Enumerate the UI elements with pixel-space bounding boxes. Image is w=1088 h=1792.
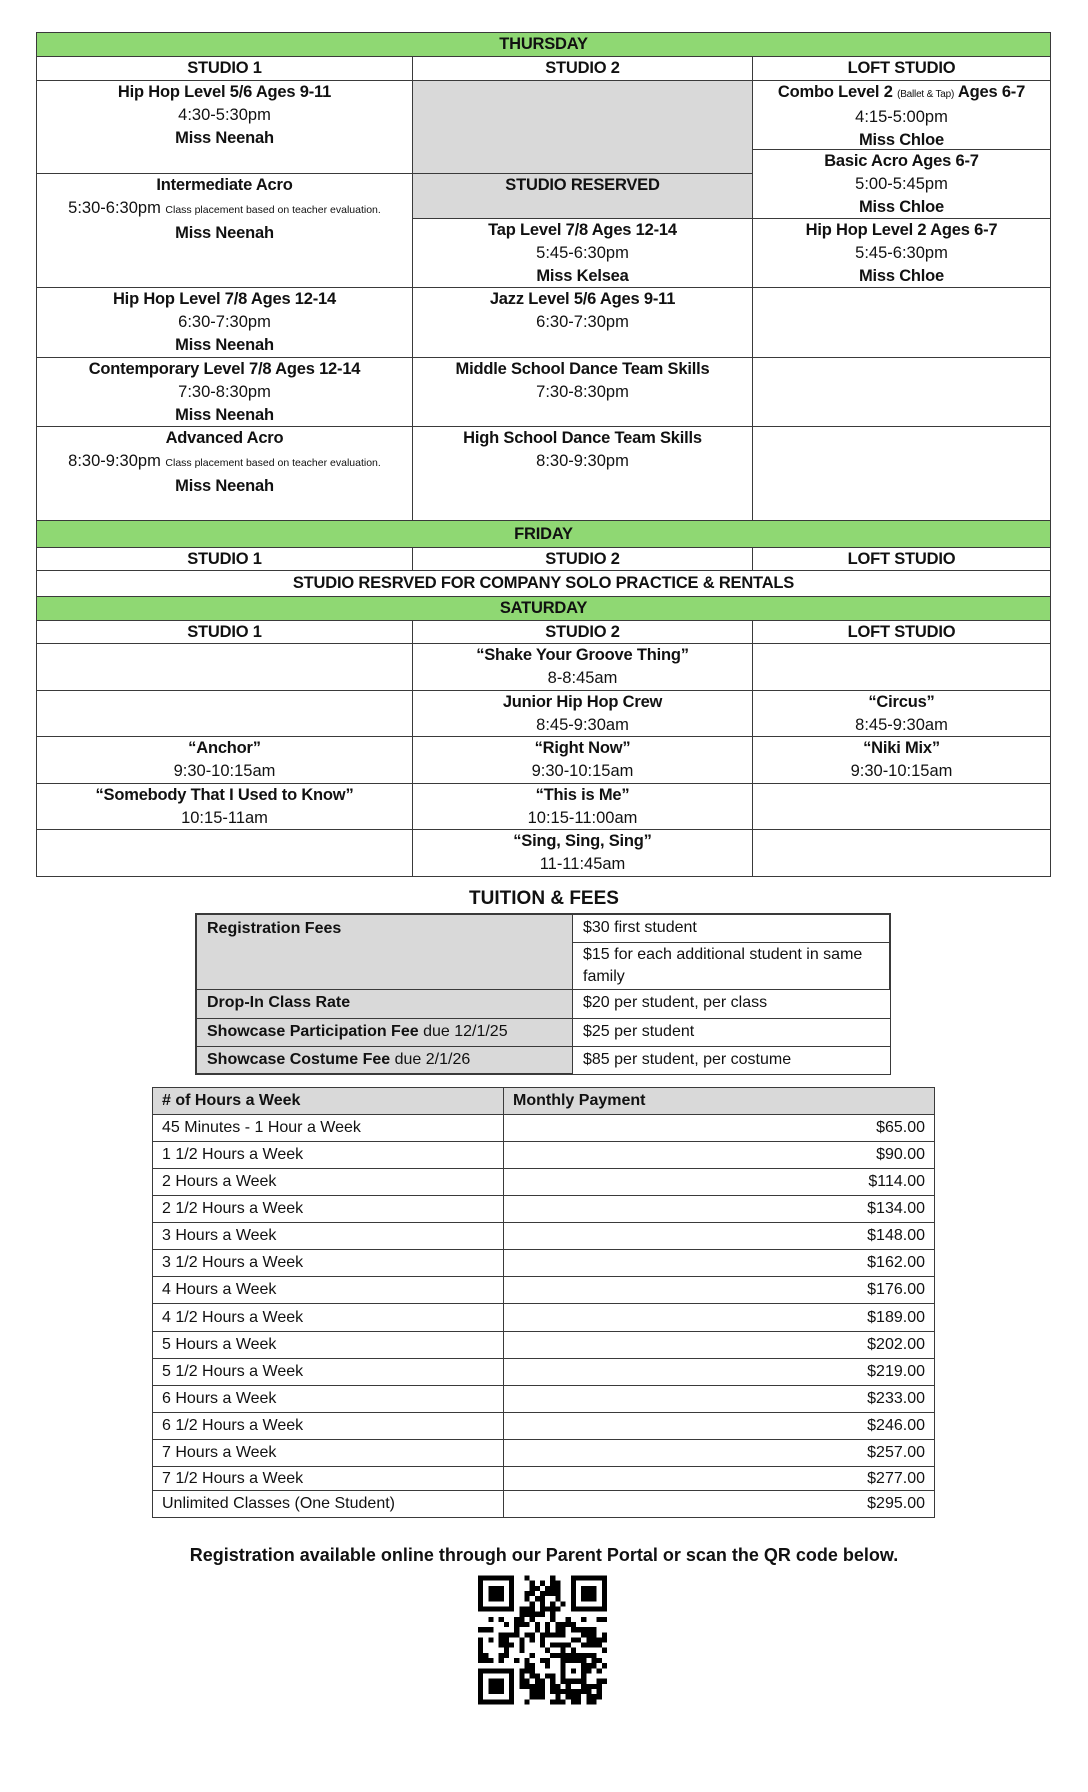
tuition-title: TUITION & FEES [469,888,619,909]
registration-text: Registration available online through our Parent Portal or scan the QR code below. [189,1545,899,1565]
reserved-label: STUDIO RESERVED [505,176,660,194]
class-cell [36,426,413,521]
column-header: STUDIO 1 [187,622,262,641]
class-title: Tap Level 7/8 Ages 12-14 [488,221,677,239]
class-time: 6:30-7:30pm [178,313,271,331]
saturday-studio2-header [412,620,753,644]
class-cell [36,736,413,784]
monthly-payment-cell [503,1141,935,1169]
fee-label: Drop-In Class Rate [207,994,351,1011]
fee-label-cell [195,1046,573,1075]
class-title: Hip Hop Level 7/8 Ages 12-14 [112,290,337,308]
notice-text: STUDIO RESRVED FOR COMPANY SOLO PRACTICE & RENTALS [292,574,795,592]
column-header: STUDIO 1 [187,549,262,568]
friday-loft-header [752,547,1051,571]
fee-value: $30 first student [583,919,697,936]
class-teacher: Miss Chloe [858,198,945,216]
class-cell [36,643,413,691]
friday-notice [36,570,1051,597]
monthly-payment-cell [503,1276,935,1304]
monthly-payment: $257.00 [867,1444,925,1461]
column-header: LOFT STUDIO [847,549,956,568]
class-cell [36,80,413,174]
class-title: “Circus” [868,693,935,711]
monthly-payment-cell [503,1385,935,1413]
hours-label-cell [152,1222,504,1250]
friday-header [36,520,1051,548]
column-header: Monthly Payment [513,1092,646,1109]
monthly-payment: $295.00 [867,1495,925,1512]
monthly-payment: $202.00 [867,1336,925,1353]
column-header: LOFT STUDIO [847,59,956,77]
monthly-payment: $65.00 [876,1119,925,1136]
qr-code-icon[interactable] [478,1575,607,1705]
thursday-loft-header [752,56,1051,81]
class-teacher: Miss Chloe [858,267,945,285]
hours-label-cell [152,1276,504,1304]
class-note: Class placement based on teacher evaluation. [165,204,381,216]
hours-label: 1 1/2 Hours a Week [162,1146,304,1163]
class-teacher: Miss Neenah [175,336,274,354]
class-time: 6:30-7:30pm [536,313,629,331]
fee-value: $85 per student, per costume [583,1051,792,1068]
class-time: 10:15-11am [181,809,268,827]
class-title: “Anchor” [188,739,261,757]
monthly-payment-cell [503,1114,935,1142]
class-time: 5:30-6:30pm [68,199,161,217]
class-title: “Right Now” [534,739,631,757]
class-cell [412,287,753,358]
friday-studio1-header [36,547,413,571]
class-time: 10:15-11:00am [527,809,638,827]
class-cell [752,643,1051,691]
hours-label-cell [152,1195,504,1223]
class-cell [752,829,1051,877]
monthly-payment: $134.00 [867,1200,925,1217]
fee-label: Registration Fees [207,920,342,937]
class-cell [36,287,413,358]
fee-value-cell [572,913,891,943]
class-title: Junior Hip Hop Crew [502,693,663,711]
class-cell [412,357,753,427]
class-cell [412,426,753,521]
hours-label: 7 Hours a Week [162,1444,277,1461]
empty-cell [752,287,1051,358]
monthly-payment: $189.00 [867,1308,925,1326]
monthly-payment-cell [503,1466,935,1491]
monthly-payment: $176.00 [867,1281,925,1298]
column-header: STUDIO 2 [545,549,620,568]
column-header: LOFT STUDIO [847,622,956,641]
hours-label: 45 Minutes - 1 Hour a Week [162,1119,361,1136]
class-cell [752,736,1051,784]
studio-blocked-cell [412,80,753,174]
class-title: High School Dance Team Skills [463,429,702,447]
hours-label-cell [152,1412,504,1440]
class-time: 4:30-5:30pm [178,106,271,124]
day-label: FRIDAY [514,524,573,543]
hours-label-cell [152,1490,504,1518]
class-time: 7:30-8:30pm [536,383,629,401]
class-teacher: Miss Neenah [175,129,274,147]
empty-cell [752,426,1051,521]
class-teacher: Miss Chloe [858,131,945,149]
class-cell [412,690,753,737]
monthly-payment-cell [503,1358,935,1386]
monthly-payment: $90.00 [876,1146,925,1163]
class-cell [412,829,753,877]
class-title: Middle School Dance Team Skills [455,360,710,378]
class-time: 9:30-10:15am [850,762,953,780]
fee-value-cell [572,1046,891,1075]
class-time: 5:45-6:30pm [536,244,629,262]
class-title: “Shake Your Groove Thing” [476,646,689,664]
hours-label-cell [152,1114,504,1142]
day-label: SATURDAY [499,599,588,617]
class-cell [36,690,413,737]
class-title: Jazz Level 5/6 Ages 9-11 [489,290,676,308]
column-header: STUDIO 1 [187,59,262,77]
hours-label: 5 1/2 Hours a Week [162,1363,304,1380]
thursday-studio1-header [36,56,413,81]
class-cell [752,218,1051,288]
monthly-payment: $277.00 [867,1469,925,1487]
hours-label-cell [152,1439,504,1467]
monthly-payment-cell [503,1412,935,1440]
class-title: Advanced Acro [165,429,284,447]
hours-label: 2 1/2 Hours a Week [162,1200,304,1217]
monthly-payment-cell [503,1249,935,1277]
column-header: # of Hours a Week [162,1092,301,1109]
class-cell [36,783,413,830]
hours-label: 2 Hours a Week [162,1173,277,1190]
class-time: 4:15-5:00pm [855,108,948,126]
class-cell [412,643,753,691]
class-title: “Sing, Sing, Sing” [513,832,652,850]
monthly-payment: $219.00 [867,1363,925,1380]
hours-label: 6 Hours a Week [162,1390,277,1407]
monthly-payment: $246.00 [867,1417,925,1434]
monthly-payment-cell [503,1168,935,1196]
hours-label: 6 1/2 Hours a Week [162,1417,304,1434]
fee-value-cell [572,1018,891,1047]
fee-value: $15 for each additional student in same family [583,946,863,985]
class-cell [36,173,413,288]
studio-reserved-cell [412,173,753,219]
saturday-studio1-header [36,620,413,644]
fee-due-date: due 2/1/26 [390,1051,471,1068]
class-time: 5:45-6:30pm [855,244,948,262]
hours-label-cell [152,1466,504,1491]
hours-label: 3 1/2 Hours a Week [162,1254,304,1271]
class-cell [752,783,1051,830]
hours-label: Unlimited Classes (One Student) [162,1495,395,1512]
saturday-loft-header [752,620,1051,644]
class-cell [752,80,1051,150]
class-time: 8-8:45am [547,669,618,687]
monthly-payment-cell [503,1331,935,1359]
class-teacher: Miss Neenah [175,406,274,424]
class-title: Hip Hop Level 5/6 Ages 9-11 [117,83,332,101]
monthly-payment: $233.00 [867,1390,925,1407]
column-header: STUDIO 2 [545,59,620,77]
class-title: “Somebody That I Used to Know” [95,786,354,804]
monthly-payment: $148.00 [867,1227,925,1244]
class-cell [36,357,413,427]
fee-label-cell [195,913,573,990]
monthly-payment: $162.00 [867,1254,925,1271]
hours-label-cell [152,1385,504,1413]
payment-header-cell [503,1087,935,1115]
hours-label-cell [152,1331,504,1359]
class-cell [412,218,753,288]
hours-label: 5 Hours a Week [162,1336,277,1353]
class-note: Class placement based on teacher evaluation. [165,457,381,469]
class-time: 7:30-8:30pm [178,383,271,401]
empty-cell [752,357,1051,427]
hours-header-cell [152,1087,504,1115]
day-label: THURSDAY [499,35,588,53]
class-cell [752,690,1051,737]
class-title: Combo Level 2 (Ballet & Tap) Ages 6-7 [777,83,1026,101]
class-title: Basic Acro Ages 6-7 [824,152,979,170]
class-time: 11-11:45am [539,855,626,873]
class-cell [752,149,1051,219]
monthly-payment-cell [503,1439,935,1467]
hours-label: 3 Hours a Week [162,1227,277,1244]
class-time: 8:30-9:30pm [536,452,629,470]
fee-value: $20 per student, per class [583,994,768,1011]
monthly-payment: $114.00 [868,1173,925,1190]
class-time: 9:30-10:15am [173,762,276,780]
fee-label: Showcase Participation Fee [207,1023,419,1040]
monthly-payment-cell [503,1490,935,1518]
class-title: “This is Me” [535,786,630,804]
fee-due-date: due 12/1/25 [418,1023,508,1040]
hours-label-cell [152,1168,504,1196]
hours-label-cell [152,1303,504,1332]
class-time: 8:30-9:30pm [68,452,161,470]
class-teacher: Miss Neenah [175,224,274,242]
hours-label: 4 Hours a Week [162,1281,277,1298]
hours-label: 7 1/2 Hours a Week [162,1469,304,1487]
hours-label-cell [152,1141,504,1169]
monthly-payment-cell [503,1222,935,1250]
class-time: 8:45-9:30am [536,716,629,734]
fee-label-cell [195,989,573,1019]
monthly-payment-cell [503,1195,935,1223]
hours-label: 4 1/2 Hours a Week [162,1308,304,1326]
class-cell [412,783,753,830]
fee-value-cell [572,989,891,1019]
thursday-studio2-header [412,56,753,81]
fee-label-cell [195,1018,573,1047]
class-title: Hip Hop Level 2 Ages 6-7 [805,221,998,239]
class-teacher: Miss Neenah [175,477,274,495]
class-title: Intermediate Acro [156,176,293,194]
hours-label-cell [152,1249,504,1277]
fee-value: $25 per student [583,1023,695,1040]
monthly-payment-cell [503,1303,935,1332]
thursday-header [36,32,1051,57]
column-header: STUDIO 2 [545,622,620,641]
friday-studio2-header [412,547,753,571]
class-time: 5:00-5:45pm [855,175,948,193]
class-time: 8:45-9:30am [855,716,948,734]
hours-label-cell [152,1358,504,1386]
class-teacher: Miss Kelsea [536,267,629,285]
class-title: “Niki Mix” [863,739,940,757]
fee-label: Showcase Costume Fee [207,1051,391,1068]
class-title: Contemporary Level 7/8 Ages 12-14 [88,360,361,378]
class-cell [412,736,753,784]
class-time: 9:30-10:15am [531,762,634,780]
saturday-header [36,596,1051,621]
class-cell [36,829,413,877]
fee-value-cell [572,942,891,990]
